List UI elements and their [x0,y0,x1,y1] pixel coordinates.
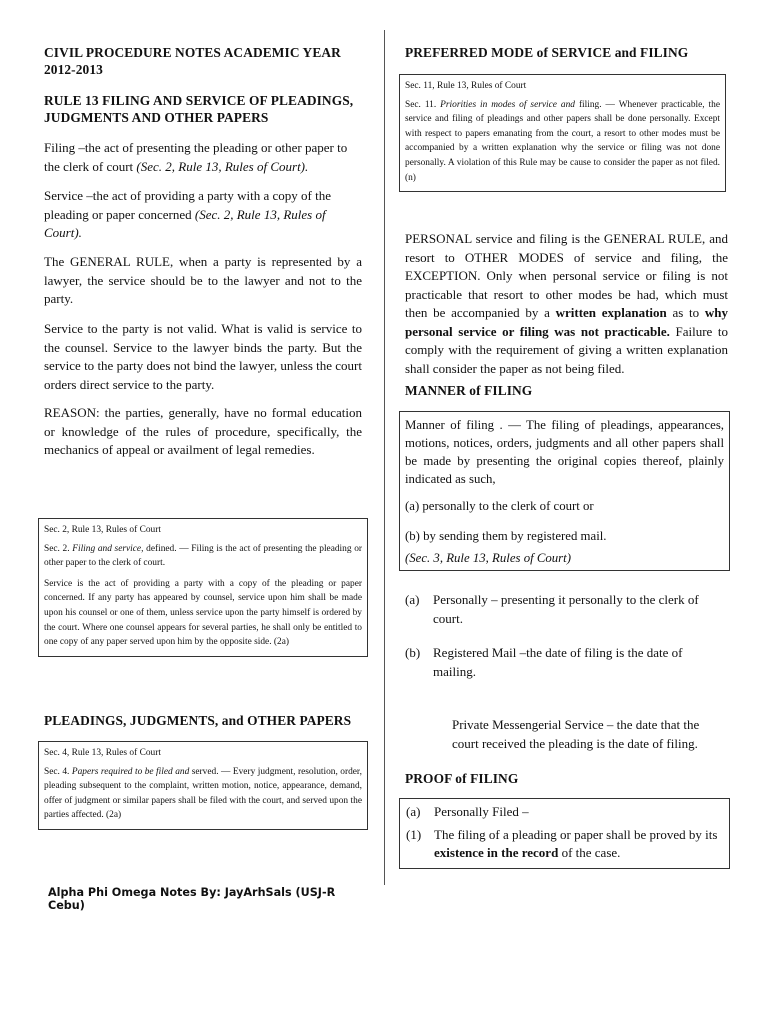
box-citation: Sec. 11, Rule 13, Rules of Court [405,81,527,91]
rule13-sec2-box [38,518,368,657]
box-section-text [405,98,720,186]
filing-definition-text: Filing –the act of presenting the pleading or other paper to the clerk of court [44,140,348,174]
proof-bold: existence in the record [434,845,559,860]
manner-citation: (Sec. 3, Rule 13, Rules of Court) [405,551,571,565]
list-text [434,826,723,863]
proof-of-filing-box [399,798,730,869]
manner-of-filing-heading: MANNER of FILING [405,383,533,398]
section-number: Sec. 2. [44,543,70,554]
reason-paragraph: REASON: the parties, generally, have no formal education or knowledge of the rules of procedure, specifically, the mechanics of appeal or availment of legal remedies. [44,405,362,457]
manner-intro: Manner of filing . — The filing of pleadings, appearances, motions, notices, orders, judgments and all other papers shall be made by presenting the original copies thereof, plainly indicated as such, [405,418,724,486]
section-body: defined. — Filing is the act of presenting the pleading or other paper to the clerk of court. [44,543,363,569]
service-definition-text: Service –the act of providing a party with a copy of the pleading or paper concerned [44,188,331,222]
box-service-paragraph: Service is the act of providing a party with a copy of the pleading or paper concerned. If any party has appeared by counsel, service upon him shall be made upon his counsel or one of them, unless service upon the party himself is ordered by the court. Where one counsel appears for several parties, he shall only be entitled to one copy of any paper served upon him by the opposite side. (2a) [44,578,362,648]
list-marker: (a) [406,804,421,819]
section-number: Sec. 11. [405,99,437,110]
service-citation: (Sec. 2, Rule 13, Rules of Court). [44,206,326,240]
personal-text-d: Failure to comply with the requirement of giving a written explanation shall consider the paper as not being filed. [405,323,729,376]
general-rule-paragraph: The GENERAL RULE, when a party is represented by a lawyer, the service should be to the lawyer and not to the party. [44,254,362,306]
manner-option-b: (b) by sending them by registered mail. [405,529,607,543]
proof-text-end: of the case. [561,845,621,860]
list-marker: (a) [405,592,420,607]
manner-of-filing-box [399,411,730,571]
rule13-sec11-box [399,74,726,192]
list-text: Personally – presenting it personally to the clerk of court. [433,592,699,626]
rule-title: RULE 13 FILING AND SERVICE OF PLEADINGS, JUDGMENTS AND OTHER PAPERS [44,93,354,125]
proof-of-filing-heading: PROOF of FILING [405,771,519,786]
box-section-text [44,765,362,823]
column-divider [384,30,385,885]
section-title: Priorities in modes of service and [440,99,575,110]
filing-citation: (Sec. 2, Rule 13, Rules of Court). [136,158,309,174]
preferred-mode-heading: PREFERRED MODE of SERVICE and FILING [405,45,689,60]
section-body: filing. — Whenever practicable, the service and filing of pleadings and other papers shall be done personally. Except with respect to papers emanating from the court, a resort to other modes must be accompanied by a written explanation why the service or filing was not done personally. A violation of this Rule may be cause to consider the paper as not filed. (n) [405,99,721,183]
proof-text: The filing of a pleading or paper shall be proved by its [434,826,718,842]
list-item [405,644,728,681]
box-citation: Sec. 2, Rule 13, Rules of Court [44,525,161,535]
section-title: Papers required to be filed and [71,766,190,777]
list-item [406,803,723,822]
section-number: Sec. 4. [44,766,70,777]
invalid-service-paragraph: Service to the party is not valid. What is valid is service to the counsel. Service to the lawyer binds the party. But the service to the party does not bind the lawyer, unless the court orders direct service to the party. [44,321,362,392]
document-header: CIVIL PROCEDURE NOTES ACADEMIC YEAR 2012-2013 [44,45,341,77]
list-marker: (1) [406,826,422,842]
list-text: Personally Filed – [434,804,529,819]
list-item [405,591,728,628]
service-definition [44,187,362,243]
manner-list [405,591,728,681]
box-section-text [44,542,362,571]
personal-text-c: as to [672,305,700,320]
box-citation: Sec. 4, Rule 13, Rules of Court [44,748,161,758]
list-marker: (b) [405,645,421,660]
personal-text-a: PERSONAL service and filing is the GENERAL RULE, and resort to OTHER MODES of service and filing, the EXCEPTION. Only when personal service or filing is not practicable that resort to other modes be had, which must then be accompanied by a [405,231,728,320]
list-item [406,826,723,863]
section-body: served. — Every judgment, resolution, order, pleading subsequent to the complaint, written motion, notice, appearance, demand, offer of judgment or similar papers shall be filed with the court, and served upon the parties affected. (2a) [44,766,363,821]
list-text: Registered Mail –the date of filing is the date of mailing. [433,645,683,679]
manner-option-a: (a) personally to the clerk of court or [405,499,594,513]
footer-credit: Alpha Phi Omega Notes By: JayArhSals (USJ-R Cebu) [48,886,336,912]
pleadings-heading: PLEADINGS, JUDGMENTS, and OTHER PAPERS [44,713,352,728]
rule13-sec4-box [38,741,368,830]
personal-bold-a: written explanation [555,305,667,320]
private-messengerial-paragraph: Private Messengerial Service – the date that the court received the pleading is the date of filing. [452,717,700,751]
personal-service-paragraph [405,230,728,378]
section-title: Filing and service, [72,543,144,554]
filing-definition [44,139,362,176]
personal-bold-b: why personal service or filing was not practicable. [405,305,728,339]
